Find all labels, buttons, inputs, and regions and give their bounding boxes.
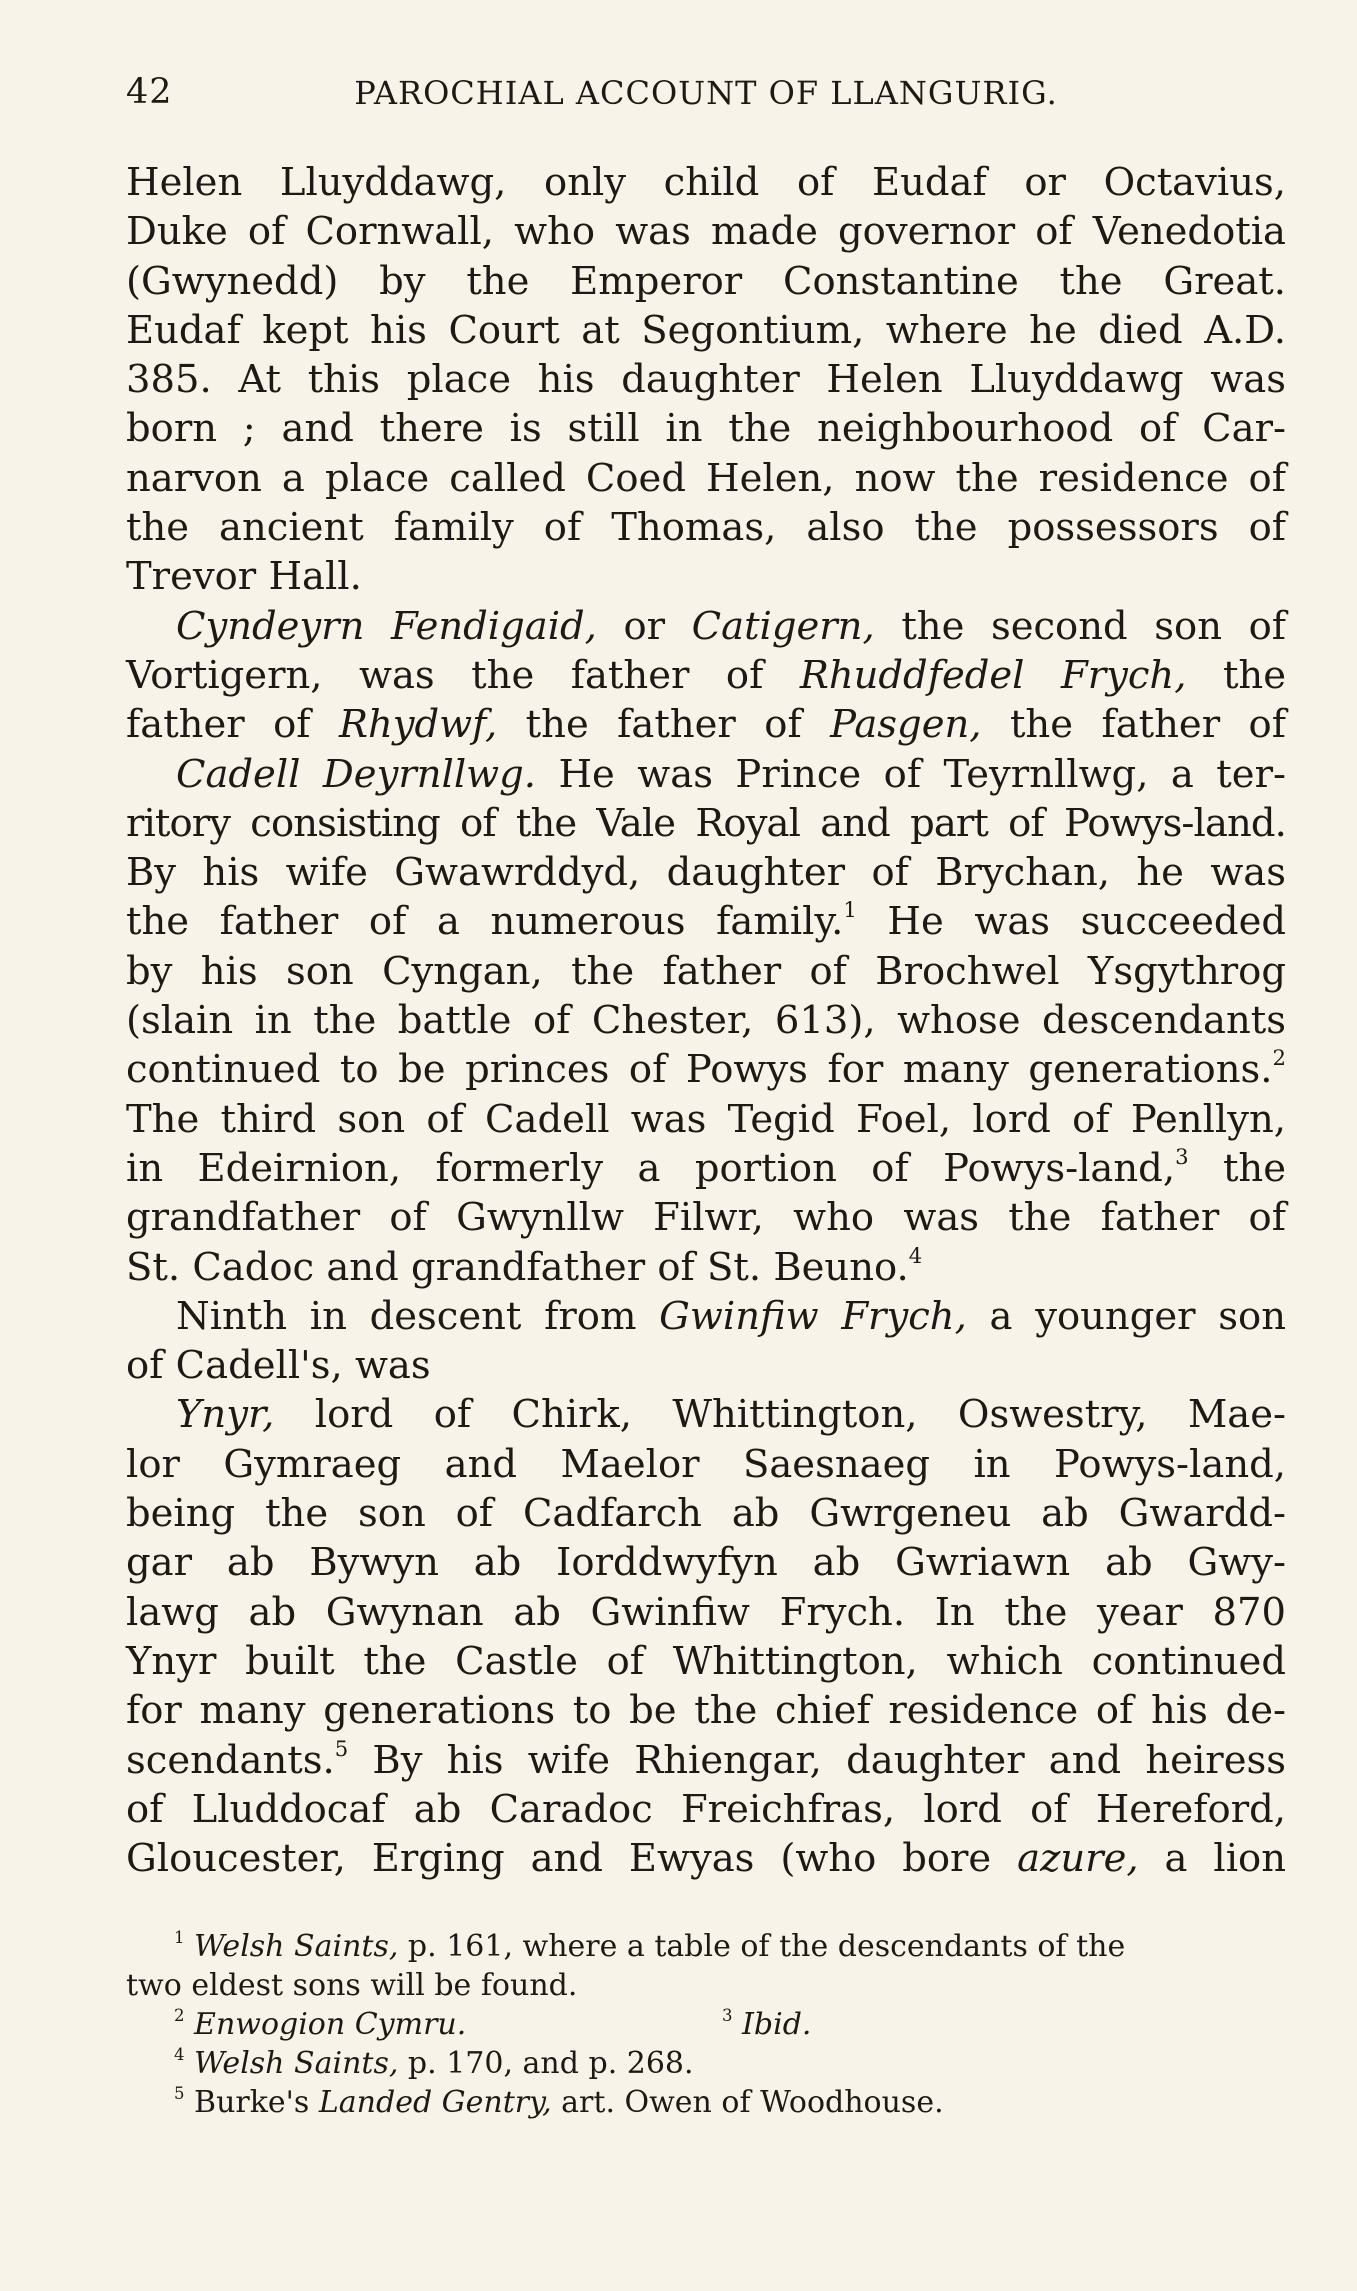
footnote-1: $^1$ Welsh Saints, p. 161, where a table of the descendants of the [174,1927,1126,1964]
text-line: lawg ab Gwynan ab Gwinfiw Frych. In the year 870 [126,1589,1286,1635]
italic-word: azure, [1017,1836,1139,1882]
footnote-5: $^5$ Burke's Landed Gentry, art. Owen of Woodhouse. [174,2083,944,2120]
text-line: of Cadell's, was [126,1343,431,1389]
footnote-4: $^4$ Welsh Saints, p. 170, and p. 268. [174,2044,694,2081]
italic-name: Rhydwf, [338,702,498,748]
text-line: by his son Cyngan, the father of Brochwel Ysgythrog [126,948,1286,994]
text-line: scendants.$^5$ By his wife Rhiengar, daughter and heiress [126,1735,1286,1783]
ad-abbrev: A.D. [1204,307,1286,353]
text-line: grandfather of Gwynllw Filwr, who was the father of [126,1195,1286,1241]
text-line: ritory consisting of the Vale Royal and part of Powys-land. [126,800,1286,846]
text-line: being the son of Cadfarch ab Gwrgeneu ab Gwardd- [126,1491,1286,1537]
footnote-title: Landed Gentry, [318,2085,552,2120]
italic-name: Catigern, [691,603,875,649]
text-line: born ; and there is still in the neighbourhood of Car- [126,406,1286,452]
text-line: lor Gymraeg and Maelor Saesnaeg in Powys-land, [126,1441,1286,1487]
text-line: Duke of Cornwall, who was made governor of Venedotia [126,209,1286,255]
text-line: the ancient family of Thomas, also the possessors of [126,505,1286,551]
italic-name: Ynyr, [176,1392,275,1438]
text-line: By his wife Gwawrddyd, daughter of Brychan, he was [126,850,1286,896]
text-line: The third son of Cadell was Tegid Foel, lord of Penllyn, [126,1096,1286,1142]
text-line: Trevor Hall. [126,554,362,600]
text-line: in Edeirnion, formerly a portion of Powys-land,$^3$ the [126,1144,1286,1191]
footnote-2: $^2$ Enwogion Cymru. [174,2005,467,2042]
footnote-3: $^3$ Ibid. [722,2005,812,2042]
footnote-title: Welsh Saints, [194,1929,399,1964]
text-line: Cadell Deyrnllwg. He was Prince of Teyrnllwg, a ter- [176,751,1286,797]
text-line: (slain in the battle of Chester, 613), whose descendants [126,998,1286,1044]
italic-name: Pasgen, [830,702,982,748]
text-line: father of Rhydwf, the father of Pasgen, the father of [126,702,1286,748]
text-line: 385. At this place his daughter Helen Lluyddawg was [126,357,1286,403]
footnote-row [126,2005,1286,2044]
footnote-1-cont: two eldest sons will be found. [126,1968,578,2003]
running-title: PAROCHIAL ACCOUNT OF LLANGURIG. [354,74,1058,112]
text-line: gar ab Bywyn ab Iorddwyfyn ab Gwriawn ab Gwy- [126,1540,1286,1586]
text-line: the father of a numerous family.$^1$ He was succeeded [126,897,1286,945]
italic-name: Gwinfiw Frych, [659,1293,967,1339]
text-line: Gloucester, Erging and Ewyas (who bore azure, a lion [126,1836,1287,1882]
footnote-title: Ibid. [742,2007,812,2042]
text-line: (Gwynedd) by the Emperor Constantine the Great. [126,258,1286,304]
footnote-title: Welsh Saints, [194,2046,399,2081]
text-line: Cyndeyrn Fendigaid, or Catigern, the second son of [176,603,1286,649]
text-line: for many generations to be the chief residence of his de- [126,1688,1286,1734]
italic-name: Rhuddfedel Frych, [799,652,1187,698]
footnotes [126,1927,1286,2122]
main-text [126,158,1286,1883]
text-line: Ynyr built the Castle of Whittington, which continued [126,1638,1286,1684]
text-line: of Lluddocaf ab Caradoc Freichfras, lord of Hereford, [126,1786,1286,1832]
italic-name: Cadell Deyrnllwg. [176,751,536,797]
page-number: 42 [126,72,173,112]
text-line: St. Cadoc and grandfather of St. Beuno.$^4$ [126,1242,923,1290]
text-line: continued to be princes of Powys for many generations.$^2$ [126,1045,1286,1093]
text-line: Eudaf kept his Court at Segontium, where he died A.D. [126,307,1286,353]
page-header [126,72,1286,120]
footnote-title: Enwogion Cymru. [194,2007,467,2042]
text-line: Ynyr, lord of Chirk, Whittington, Oswestry, Mae- [176,1392,1286,1438]
text-line: Vortigern, was the father of Rhuddfedel Frych, the [126,652,1287,698]
text-line: narvon a place called Coed Helen, now the residence of [126,455,1286,501]
text-line: Helen Lluyddawg, only child of Eudaf or Octavius, [126,160,1286,205]
italic-name: Cyndeyrn Fendigaid, [176,603,597,649]
text-line: Ninth in descent from Gwinfiw Frych, a younger son [176,1293,1286,1339]
